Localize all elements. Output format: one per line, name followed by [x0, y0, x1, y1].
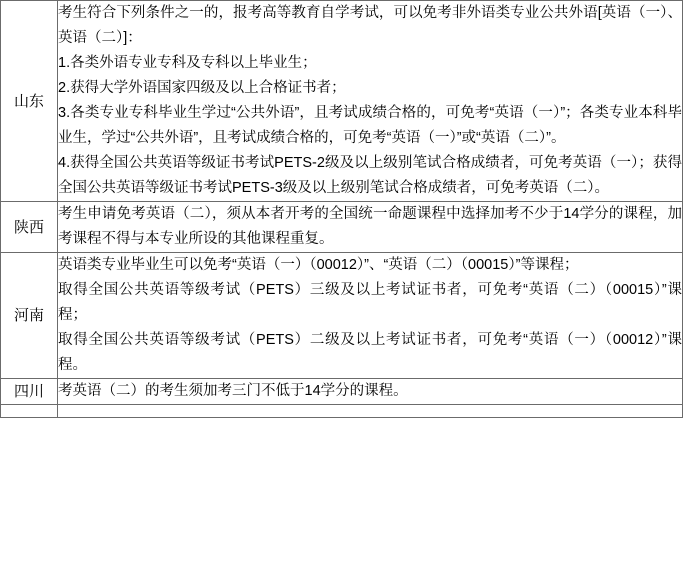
content-cell-next: [58, 405, 683, 418]
region-label: 河南: [13, 307, 44, 324]
policy-paragraph: 考生申请免考英语（二），须从本者开考的全国统一命题课程中选择加考不少于14学分的课程，加考课程不得与本专业所设的其他课程重复。: [58, 206, 682, 247]
policy-paragraph: 取得全国公共英语等级考试（PETS）二级及以上考试证书者，可免考“英语（一）（00012）”课程。: [58, 332, 682, 373]
policy-paragraph: 1.各类外语专业专科及专科以上毕业生；: [58, 55, 317, 71]
region-label: 陕西: [13, 218, 44, 236]
region-label: 四川: [13, 383, 44, 400]
policy-paragraph: 4.获得全国公共英语等级证书考试PETS-2级及以上级别笔试合格成绩者，可免考英语（一）；获得全国公共英语等级证书考试PETS-3级及以上级别笔试合格成绩者，可免考英语（二）。: [58, 155, 682, 196]
table-row: [1, 202, 683, 253]
table-row: [1, 379, 683, 405]
policy-paragraph: 考英语（二）的考生须加考三门不低于14学分的课程。: [58, 383, 408, 399]
region-cell-henan: [1, 253, 58, 379]
region-cell-sichuan: [1, 379, 58, 405]
region-label: 山东: [13, 92, 44, 110]
content-cell-shaanxi: [58, 202, 683, 253]
policy-paragraph: 考生符合下列条件之一的，报考高等教育自学考试，可以免考非外语类专业公共外语[英语（一）、英语（二）]：: [58, 5, 682, 46]
policy-paragraph: 3.各类专业专科毕业生学过“公共外语”，且考试成绩合格的，可免考“英语（一）”；各类专业本科毕业生，学过“公共外语”，且考试成绩合格的，可免考“英语（一）”或“英语（二）”。: [58, 105, 682, 146]
table-row: [1, 253, 683, 379]
content-cell-henan: [58, 253, 683, 379]
region-cell-next: [1, 405, 58, 418]
region-cell-shandong: [1, 1, 58, 202]
policy-paragraph: 2.获得大学外语国家四级及以上合格证书者；: [58, 80, 346, 96]
content-cell-shandong: [58, 1, 683, 202]
policy-paragraph: 取得全国公共英语等级考试（PETS）三级及以上考试证书者，可免考“英语（二）（00015）”课程；: [58, 282, 682, 323]
table-row-partial: [1, 405, 683, 418]
table-row: [1, 1, 683, 202]
table-body: [1, 1, 683, 418]
policy-paragraph: 英语类专业毕业生可以免考“英语（一）（00012）”、“英语（二）（00015）”等课程；: [58, 257, 579, 273]
content-cell-sichuan: [58, 379, 683, 405]
region-cell-shaanxi: [1, 202, 58, 253]
